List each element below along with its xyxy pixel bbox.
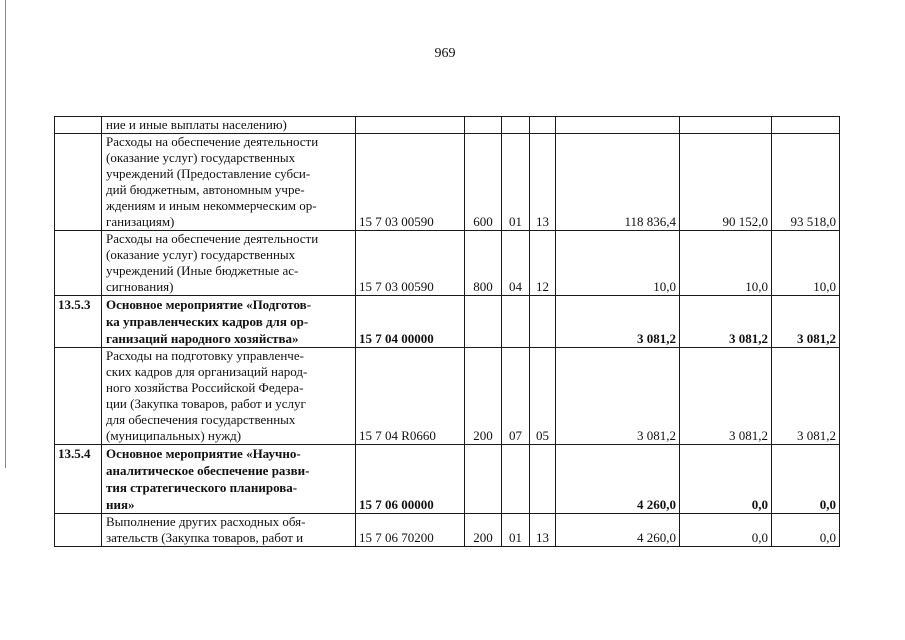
description-line: учреждений (Иные бюджетные ас- [106, 263, 299, 278]
row-number [55, 231, 102, 296]
description-line: ного хозяйства Российской Федера- [106, 380, 304, 395]
amount-year-2: 10,0 [680, 231, 772, 296]
expense-type-code: 800 [465, 231, 502, 296]
row-description [102, 296, 356, 348]
amount-year-3 [772, 117, 840, 134]
target-article-code: 15 7 06 00000 [356, 445, 465, 514]
description-line: Выполнение других расходных обя- [106, 514, 306, 529]
target-article-code: 15 7 06 70200 [356, 514, 465, 547]
subsection-code [530, 117, 556, 134]
row-number [55, 117, 102, 134]
page-number: 969 [434, 46, 456, 61]
amount-year-2: 3 081,2 [680, 296, 772, 348]
description-line: Расходы на обеспечение деятельности [106, 231, 319, 246]
description-line: ждениям и иным некоммерческим ор- [106, 198, 317, 213]
subsection-code: 05 [530, 348, 556, 445]
expense-type-code [465, 117, 502, 134]
amount-year-1: 4 260,0 [556, 445, 680, 514]
description-line: ских кадров для организаций народ- [106, 364, 308, 379]
amount-year-3: 0,0 [772, 445, 840, 514]
description-line: (оказание услуг) государственных [106, 247, 296, 262]
amount-year-1: 4 260,0 [556, 514, 680, 547]
amount-year-2: 90 152,0 [680, 134, 772, 231]
description-line: Основное мероприятие «Научно- [106, 446, 301, 461]
expense-type-code: 600 [465, 134, 502, 231]
description-line: ние и иные выплаты населению) [106, 117, 287, 132]
table-row [55, 514, 840, 547]
section-code [502, 296, 530, 348]
expense-type-code: 200 [465, 348, 502, 445]
description-line: Расходы на обеспечение деятельности [106, 134, 319, 149]
amount-year-3: 0,0 [772, 514, 840, 547]
amount-year-3: 3 081,2 [772, 296, 840, 348]
row-description [102, 348, 356, 445]
description-line: Расходы на подготовку управленче- [106, 348, 304, 363]
subsection-code [530, 296, 556, 348]
row-number [55, 134, 102, 231]
description-line: ния» [106, 497, 135, 512]
target-article-code: 15 7 04 R0660 [356, 348, 465, 445]
description-line: сигнования) [106, 279, 174, 294]
amount-year-1: 3 081,2 [556, 296, 680, 348]
subsection-code: 13 [530, 514, 556, 547]
amount-year-2: 0,0 [680, 445, 772, 514]
amount-year-1: 118 836,4 [556, 134, 680, 231]
description-line: (оказание услуг) государственных [106, 150, 296, 165]
row-number [55, 348, 102, 445]
row-number: 13.5.4 [55, 445, 102, 514]
row-description [102, 134, 356, 231]
amount-year-3: 3 081,2 [772, 348, 840, 445]
table-row [55, 296, 840, 348]
row-description [102, 445, 356, 514]
table-row [55, 231, 840, 296]
description-line: ганизациям) [106, 214, 175, 229]
table-row [55, 134, 840, 231]
amount-year-2: 3 081,2 [680, 348, 772, 445]
description-line: зательств (Закупка товаров, работ и [106, 530, 304, 545]
amount-year-2 [680, 117, 772, 134]
description-line: для обеспечения государственных [106, 412, 296, 427]
budget-table [54, 116, 840, 547]
subsection-code: 12 [530, 231, 556, 296]
row-description [102, 117, 356, 134]
scan-margin-line [5, 0, 6, 468]
section-code: 07 [502, 348, 530, 445]
description-line: дий бюджетным, автономным учре- [106, 182, 305, 197]
amount-year-3: 10,0 [772, 231, 840, 296]
target-article-code: 15 7 03 00590 [356, 231, 465, 296]
row-number: 13.5.3 [55, 296, 102, 348]
section-code [502, 117, 530, 134]
amount-year-2: 0,0 [680, 514, 772, 547]
description-line: аналитическое обеспечение разви- [106, 463, 310, 478]
amount-year-1: 10,0 [556, 231, 680, 296]
section-code: 04 [502, 231, 530, 296]
section-code: 01 [502, 134, 530, 231]
target-article-code: 15 7 04 00000 [356, 296, 465, 348]
section-code [502, 445, 530, 514]
table-row [55, 348, 840, 445]
budget-table-container [54, 116, 840, 594]
description-line: (муниципальных) нужд) [106, 428, 242, 443]
amount-year-1: 3 081,2 [556, 348, 680, 445]
expense-type-code [465, 445, 502, 514]
description-line: тия стратегического планирова- [106, 480, 298, 495]
description-line: учреждений (Предоставление субси- [106, 166, 311, 181]
expense-type-code [465, 296, 502, 348]
target-article-code: 15 7 03 00590 [356, 134, 465, 231]
table-row [55, 445, 840, 514]
row-description [102, 231, 356, 296]
row-description [102, 514, 356, 547]
expense-type-code: 200 [465, 514, 502, 547]
amount-year-1 [556, 117, 680, 134]
target-article-code [356, 117, 465, 134]
row-number [55, 514, 102, 547]
subsection-code: 13 [530, 134, 556, 231]
amount-year-3: 93 518,0 [772, 134, 840, 231]
table-row [55, 117, 840, 134]
subsection-code [530, 445, 556, 514]
description-line: ка управленческих кадров для ор- [106, 314, 309, 329]
description-line: ции (Закупка товаров, работ и услуг [106, 396, 306, 411]
description-line: Основное мероприятие «Подготов- [106, 297, 312, 312]
description-line: ганизаций народного хозяйства» [106, 331, 299, 346]
section-code: 01 [502, 514, 530, 547]
